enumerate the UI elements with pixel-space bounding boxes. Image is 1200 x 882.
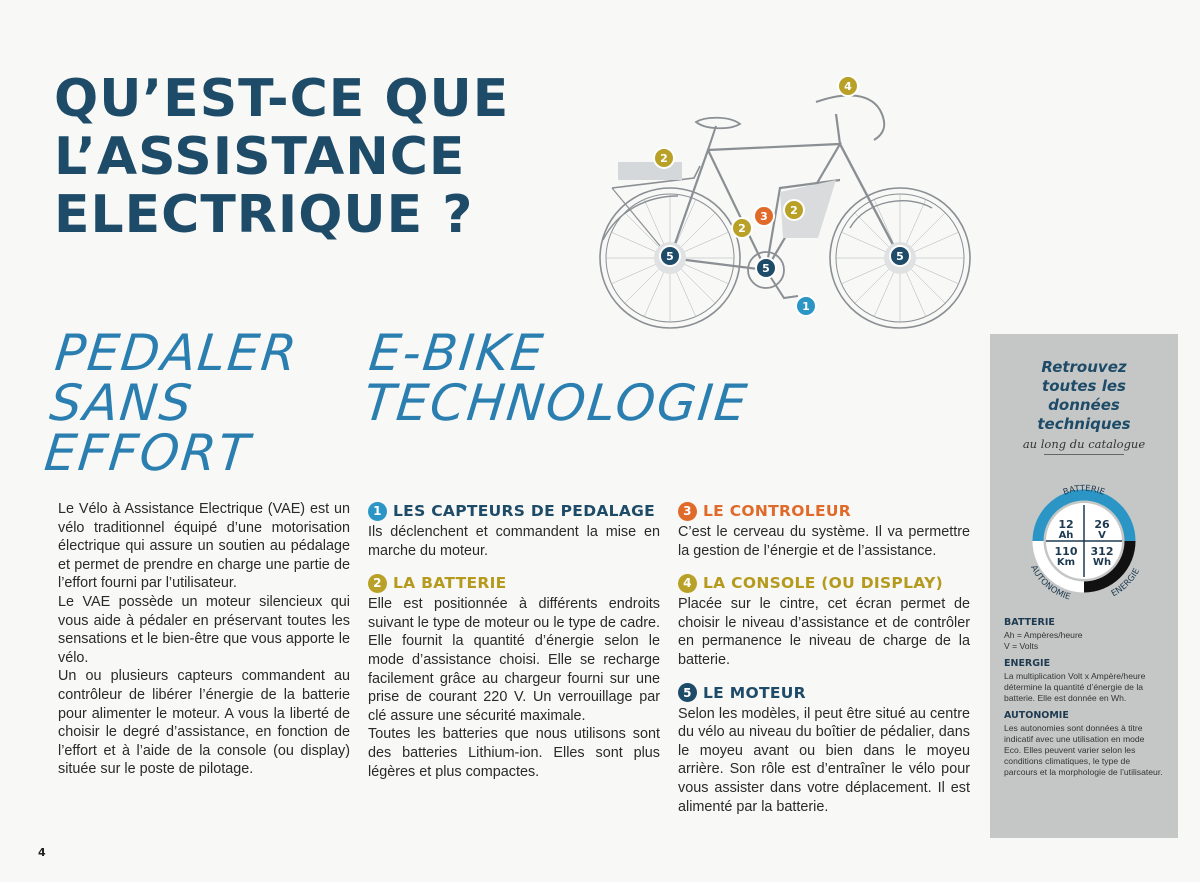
heading-line: EFFORT <box>41 424 254 482</box>
marker-4 <box>838 76 858 96</box>
marker-1 <box>796 296 816 316</box>
section-console <box>678 572 970 669</box>
svg-text:2: 2 <box>738 222 746 235</box>
svg-text:3: 3 <box>760 210 768 223</box>
svg-text:5: 5 <box>666 250 674 263</box>
sections-column-3 <box>678 500 970 828</box>
sidebar-subtitle: au long du catalogue <box>1022 437 1146 451</box>
section-text: C’est le cerveau du système. Il va permettre la gestion de l’énergie et de l’assistance. <box>678 524 970 559</box>
page-number: 4 <box>38 846 46 859</box>
section-controleur <box>678 500 970 560</box>
marker-5-rear <box>660 246 680 266</box>
definition-term: AUTONOMIE <box>1004 710 1069 721</box>
definition-line: Ah = Ampères/heure <box>1004 630 1083 640</box>
section-heading <box>368 572 660 594</box>
heading-line: PEDALER <box>52 324 302 382</box>
svg-text:2: 2 <box>660 152 668 165</box>
marker-2-frame <box>732 218 752 238</box>
sidebar-title <box>1004 358 1164 434</box>
bike-illustration <box>588 70 978 330</box>
marker-3 <box>754 206 774 226</box>
gauge-label-battery: BATTERIE <box>1061 483 1107 498</box>
definition-term: BATTERIE <box>1004 617 1055 628</box>
section-number-badge: 3 <box>678 502 697 521</box>
definition-term: ENERGIE <box>1004 658 1051 669</box>
divider <box>1044 454 1124 455</box>
svg-text:5: 5 <box>896 250 904 263</box>
marker-2-downtube <box>784 200 804 220</box>
section-text: Placée sur le cintre, cet écran permet de choisir le niveau d’assistance et de contrôler en permanence le niveau de charge de la batterie. <box>678 596 970 668</box>
gauge-label-autonomy: AUTONOMIE <box>1028 563 1072 603</box>
intro-paragraph: Le Vélo à Assistance Electrique (VAE) est un vélo traditionnel équipé d’une motorisation électrique qui assure un soutien au pédalage et permet de prendre en charge une partie de l’effort fourni par l’utilisateur. <box>58 501 350 592</box>
title-line: L’ASSISTANCE <box>54 127 466 187</box>
sections-column-2 <box>368 500 660 793</box>
svg-text:2: 2 <box>790 204 798 217</box>
svg-text:4: 4 <box>844 80 852 93</box>
wh-unit: Wh <box>1092 557 1112 568</box>
marker-2-rack <box>654 148 674 168</box>
sidebar-title-line: techniques <box>1037 415 1131 433</box>
v-value: 26 <box>1094 518 1110 531</box>
section-heading <box>678 500 970 522</box>
section-title: LE MOTEUR <box>703 683 806 702</box>
heading-ebike-technologie <box>361 324 756 432</box>
heading-pedaler-sans-effort <box>41 324 302 482</box>
section-title: LA BATTERIE <box>393 574 507 593</box>
heading-line: TECHNOLOGIE <box>361 374 752 432</box>
svg-text:5: 5 <box>762 262 770 275</box>
section-capteurs <box>368 500 660 560</box>
section-text: Selon les modèles, il peut être situé au centre du vélo au niveau du boîtier de pédalier, dans le moyeu avant ou bien dans le moyeu arrière. Son rôle est d’entraîner le vélo pour vous assister dans votre déplacement. Il est alimenté par la batterie. <box>678 705 970 815</box>
wh-value: 312 <box>1090 545 1114 558</box>
ah-unit: Ah <box>1058 530 1074 541</box>
heading-line: SANS <box>47 374 197 432</box>
section-title: LES CAPTEURS DE PEDALAGE <box>393 502 656 520</box>
battery-gauge <box>1004 461 1164 611</box>
title-line: ELECTRIQUE ? <box>54 185 474 245</box>
marker-5-center <box>756 258 776 278</box>
intro-column <box>58 500 350 779</box>
section-number-badge: 5 <box>678 683 697 702</box>
gauge-label-energy: ENERGIE <box>1109 566 1143 600</box>
section-number-badge: 2 <box>368 574 387 593</box>
section-number-badge: 1 <box>368 502 387 521</box>
marker-5-front <box>890 246 910 266</box>
section-number-badge: 4 <box>678 574 697 593</box>
title-line: QU’EST-CE QUE <box>54 69 510 129</box>
section-text: Ils déclenchent et commandent la mise en marche du moteur. <box>368 524 660 559</box>
intro-paragraph: Le VAE possède un moteur silencieux qui vous aide à pédaler en préservant toutes les sensations et le bien-être que vous apporte le vélo. <box>58 593 350 666</box>
km-value: 110 <box>1054 545 1078 558</box>
section-title: LE CONTROLEUR <box>703 502 851 520</box>
v-unit: V <box>1098 530 1106 541</box>
section-moteur <box>678 682 970 817</box>
km-unit: Km <box>1056 557 1076 568</box>
page-title <box>54 70 574 244</box>
section-title: LA CONSOLE (OU DISPLAY) <box>703 574 943 593</box>
section-heading <box>368 500 660 522</box>
section-heading <box>678 682 970 704</box>
svg-text:1: 1 <box>802 300 810 313</box>
section-batterie <box>368 572 660 781</box>
heading-line: E-BIKE <box>366 324 548 382</box>
section-text: Elle est positionnée à différents endroits suivant le type de moteur ou le type de cadre. Elle fournit la quantité d’énergie selon le mode d’assistance choisi. Elle se recharge facilement grâce au chargeur fourni sur une prise de courant 220 V. Un verrouillage par clé assure une sécurité maximale. <box>368 596 660 724</box>
technical-data-sidebar <box>990 334 1178 838</box>
ah-value: 12 <box>1058 518 1074 531</box>
definition-line: V = Volts <box>1004 641 1039 651</box>
sidebar-title-line: toutes les données <box>1042 377 1126 414</box>
sidebar-title-line: Retrouvez <box>1041 358 1127 376</box>
section-heading <box>678 572 970 594</box>
intro-paragraph: Un ou plusieurs capteurs commandent au contrôleur de libérer l’énergie de la batterie pour alimenter le moteur. A vous la liberté de choisir le degré d’assistance, en fonction de l’effort et à l’aide de la console (ou display) située sur le poste de pilotage. <box>58 668 350 778</box>
definition-line: La multiplication Volt x Ampère/heure détermine la quantité d’énergie de la batterie. Elle est donnée en Wh. <box>1004 671 1146 703</box>
definition-line: Les autonomies sont données à titre indicatif avec une utilisation en mode Eco. Elles peuvent varier selon les conditions climatiques, le type de parcours et la morphologie de l’utilisateur. <box>1004 723 1163 777</box>
definitions <box>1004 617 1164 778</box>
section-text: Toutes les batteries que nous utilisons sont des batteries Lithium-ion. Elles sont plus légères et plus compactes. <box>368 726 660 780</box>
